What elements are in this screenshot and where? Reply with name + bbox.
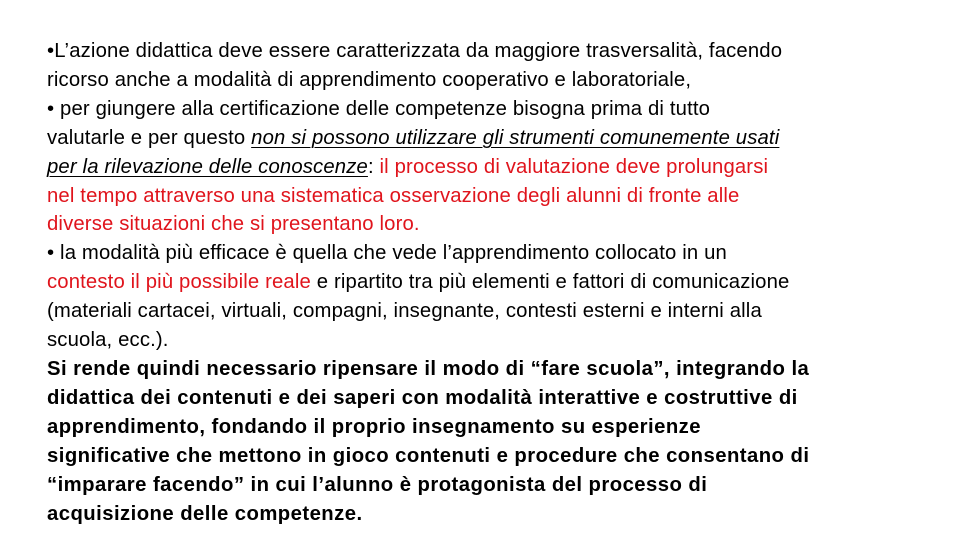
slide-text-body: [47, 37, 927, 528]
paragraph-trasversalita: [47, 37, 927, 95]
paragraph-conclusion: [47, 355, 927, 528]
text-line: [47, 268, 927, 297]
text-segment: :: [367, 155, 380, 178]
text-line: • la modalità più efficace è quella che vede l’apprendimento collocato in un: [47, 242, 727, 265]
text-line: • per giungere alla certificazione delle competenze bisogna prima di tutto: [47, 97, 711, 120]
highlight-red-line: diverse situazioni che si presentano loro.: [47, 213, 420, 236]
text-line: ricorso anche a modalità di apprendimento cooperativo e laboratoriale,: [47, 68, 692, 91]
text-line: [47, 124, 927, 153]
text-line: [47, 153, 927, 182]
text-line: apprendimento, fondando il proprio insegnamento su esperienze: [47, 415, 701, 438]
text-line: •L’azione didattica deve essere caratterizzata da maggiore trasversalità, facendo: [47, 40, 783, 62]
emphasis-underlined-italic: per la rilevazione delle conoscenze: [47, 155, 368, 178]
text-segment: e ripartito tra più elementi e fattori di comunicazione: [310, 271, 790, 294]
text-line: acquisizione delle competenze.: [47, 502, 363, 525]
highlight-red-text: il processo di valutazione deve prolungarsi: [379, 155, 769, 178]
text-line: Si rende quindi necessario ripensare il modo di “fare scuola”, integrando la: [47, 357, 810, 380]
text-line: significative che mettono in gioco contenuti e procedure che consentano di: [47, 444, 810, 467]
text-line: (materiali cartacei, virtuali, compagni, insegnante, contesti esterni e interni alla: [47, 300, 762, 323]
text-segment: valutarle e per questo: [47, 126, 252, 149]
paragraph-modalita: [47, 239, 927, 355]
emphasis-underlined-italic: non si possono utilizzare gli strumenti comunemente usati: [251, 126, 780, 149]
highlight-red-line: nel tempo attraverso una sistematica osservazione degli alunni di fronte alle: [47, 184, 740, 207]
text-line: didattica dei contenuti e dei saperi con modalità interattive e costruttive di: [47, 386, 798, 409]
text-line: “imparare facendo” in cui l’alunno è protagonista del processo di: [47, 473, 708, 496]
text-line: scuola, ecc.).: [47, 329, 169, 352]
highlight-red-text: contesto il più possibile reale: [47, 271, 311, 294]
paragraph-certificazione: [47, 95, 927, 240]
